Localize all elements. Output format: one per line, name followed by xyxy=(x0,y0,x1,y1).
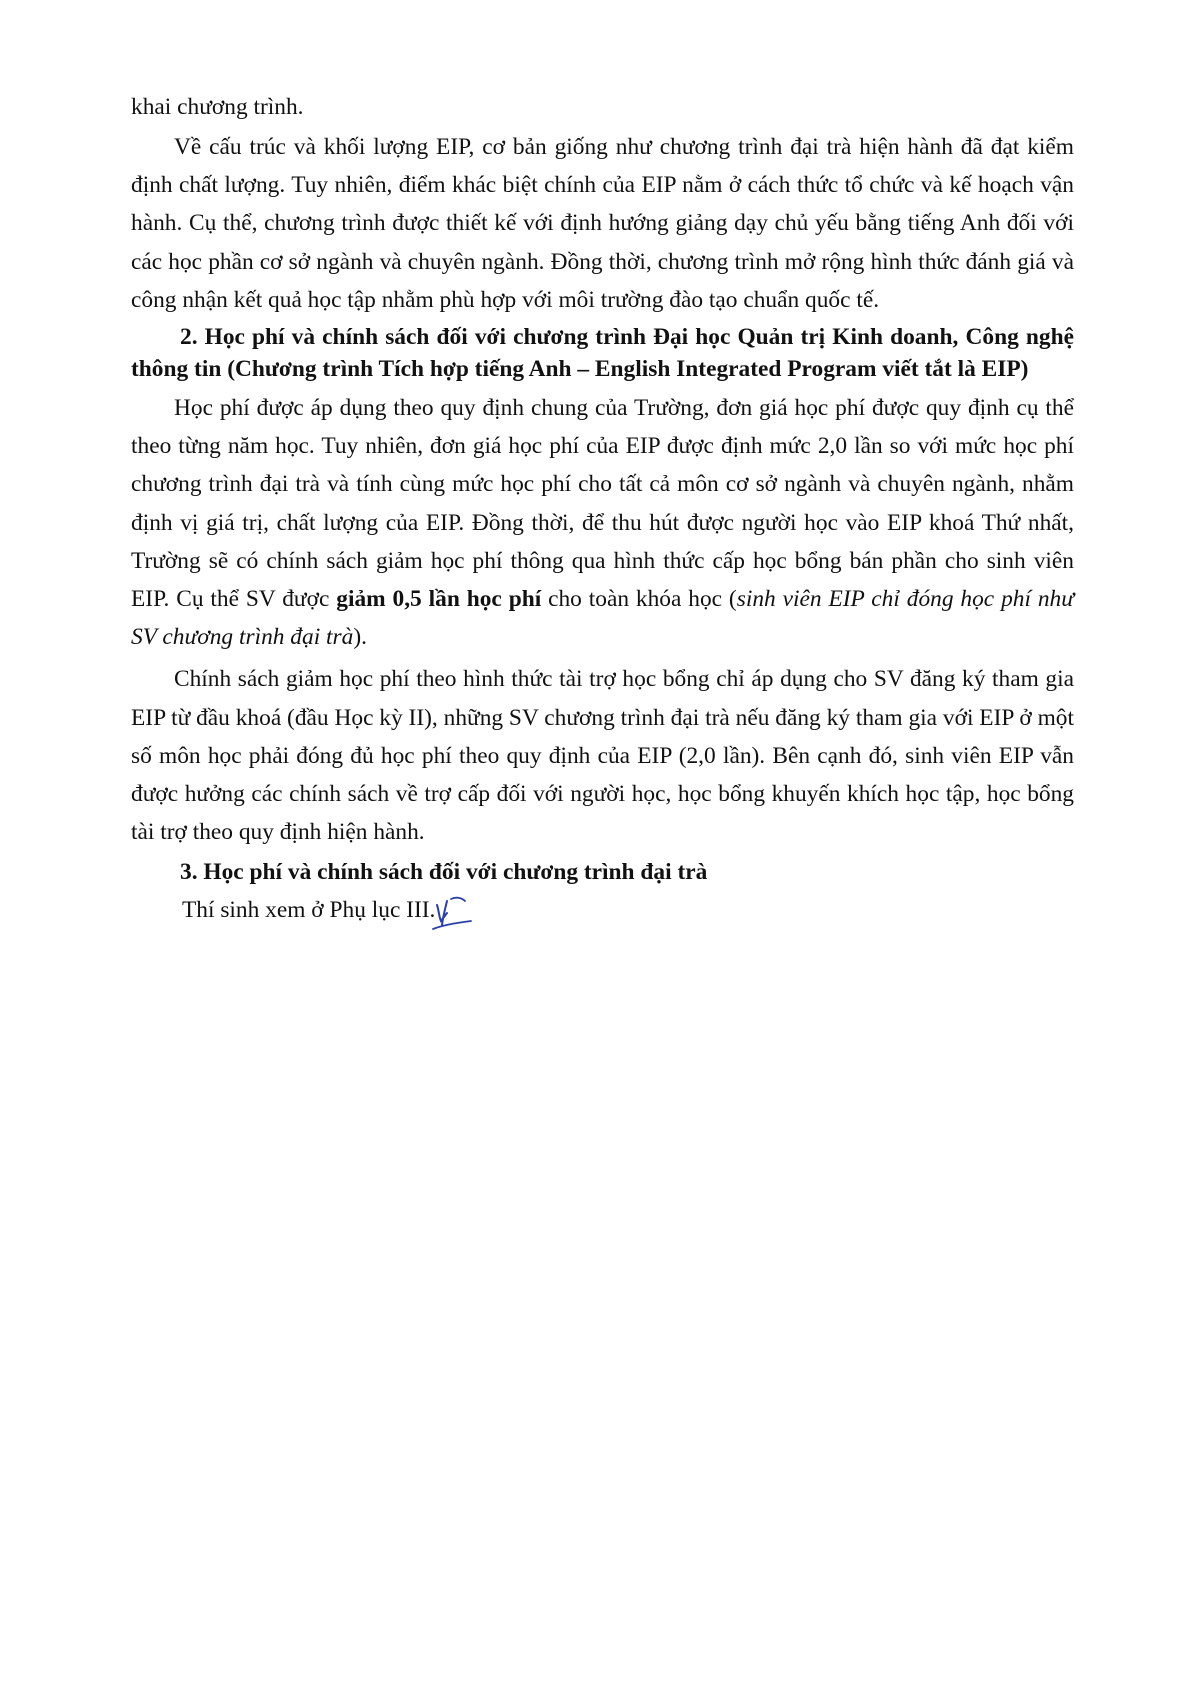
tuition-text-part3: ). xyxy=(353,624,367,651)
intro-tail-text: khai chương trình. xyxy=(131,94,304,120)
section-3-heading: 3. Học phí và chính sách đối với chương trình đại trà xyxy=(180,859,708,886)
tuition-paragraph xyxy=(131,389,1074,656)
eip-structure-paragraph: Về cấu trúc và khối lượng EIP, cơ bản giống như chương trình đại trà hiện hành đã đạt kiểm định chất lượng. Tuy nhiên, điểm khác biệt chính của EIP nằm ở cách thức tổ chức và kế hoạch vận hành. Cụ thể, chương trình được thiết kế với định hướng giảng dạy chủ yếu bằng tiếng Anh đối với các học phần cơ sở ngành và chuyên ngành. Đồng thời, chương trình mở rộng hình thức đánh giá và công nhận kết quả học tập nhằm phù hợp với môi trường đào tạo chuẩn quốc tế. xyxy=(131,134,1074,313)
tuition-text-part1: Học phí được áp dụng theo quy định chung của Trường, đơn giá học phí được quy định cụ thể theo từng năm học. Tuy nhiên, đơn giá học phí của EIP được định mức 2,0 lần so với mức học phí chương trình đại trà và tính cùng mức học phí cho tất cả môn cơ sở ngành và chuyên ngành, nhằm định vị giá trị, chất lượng của EIP. Đồng thời, để thu hút được người học vào EIP khoá Thứ nhất, Trường sẽ có chính sách giảm học phí thông qua hình thức cấp học bổng bán phần cho sinh viên EIP. Cụ thể SV được xyxy=(131,395,1074,613)
tuition-text-part2: cho toàn khóa học ( xyxy=(541,586,737,613)
document-page xyxy=(131,88,1074,931)
section-2-heading: 2. Học phí và chính sách đối với chương trình Đại học Quản trị Kinh doanh, Công nghệ thông tin (Chương trình Tích hợp tiếng Anh – English Integrated Program viết tắt là EIP) xyxy=(131,324,1074,383)
tuition-note-italic: sinh viên EIP chỉ đóng học phí như SV chương trình đại trà xyxy=(131,586,1074,651)
tuition-discount-bold: giảm 0,5 lần học phí xyxy=(336,586,542,613)
scholarship-policy-paragraph: Chính sách giảm học phí theo hình thức tài trợ học bổng chỉ áp dụng cho SV đăng ký tham gia EIP từ đầu khoá (đầu Học kỳ II), những SV chương trình đại trà nếu đăng ký tham gia với EIP ở một số môn học phải đóng đủ học phí theo quy định của EIP (2,0 lần). Bên cạnh đó, sinh viên EIP vẫn được hưởng các chính sách về trợ cấp đối với người học, học bổng khuyến khích học tập, học bổng tài trợ theo quy định hiện hành. xyxy=(131,666,1074,846)
closing-text: Thí sinh xem ở Phụ lục III. xyxy=(182,897,436,924)
initial-signature-mark xyxy=(431,895,477,933)
closing-line xyxy=(131,891,1074,931)
